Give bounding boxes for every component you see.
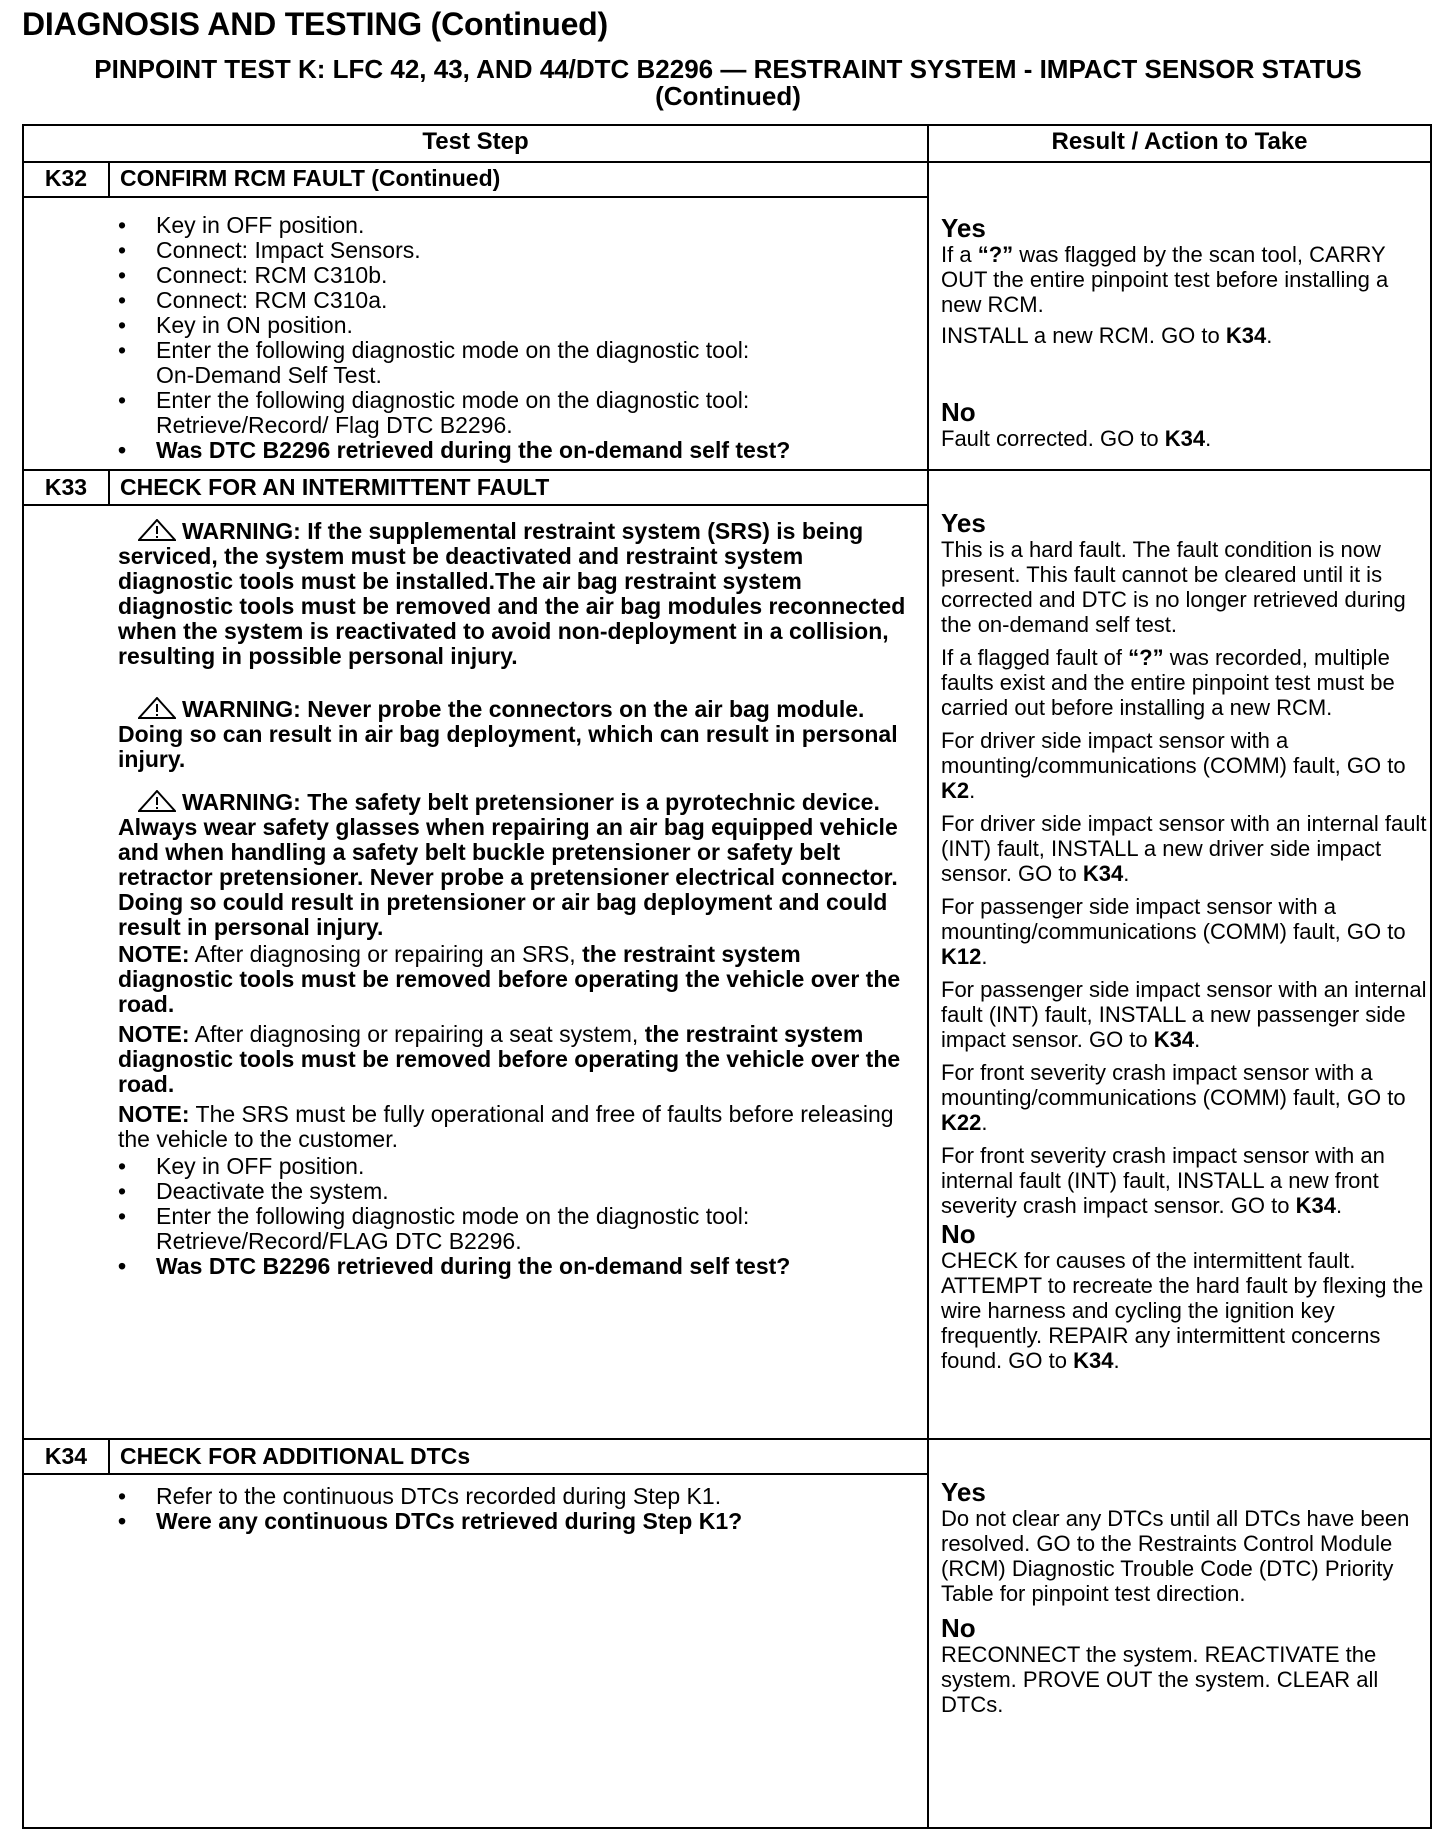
yes-label: Yes	[941, 508, 986, 538]
warning-srs-service: WARNING: If the supplemental restraint system (SRS) is being serviced, the system must be deactivated and restraint system diagnostic tools must be installed.The air bag restraint system diagnostic tools must be removed and the air bag modules reconnected when the system is reactivated to avoid non-deployment in a collision, resulting in possible personal injury.	[118, 518, 906, 669]
k32-yes-text: If a “?” was flagged by the scan tool, CARRY OUT the entire pinpoint test before installing a new RCM.	[941, 242, 1389, 317]
k32-yes-action: INSTALL a new RCM. GO to K34.	[941, 323, 1273, 348]
note-srs: NOTE: After diagnosing or repairing an SRS, the restraint system diagnostic tools must be removed before operating the vehicle over the road.	[118, 941, 901, 1017]
k32-k33-divider	[24, 469, 1430, 471]
column-divider	[927, 126, 929, 1827]
k34-title-divider	[24, 1473, 927, 1475]
list-item: • Connect: RCM C310b.	[118, 263, 918, 288]
section-title: DIAGNOSIS AND TESTING (Continued)	[22, 6, 608, 42]
go-to-k34-link[interactable]: K34	[1225, 323, 1267, 348]
k32-result-yes	[941, 214, 1426, 356]
no-label: No	[941, 1219, 976, 1249]
step-id-k32: K32	[44, 165, 88, 191]
id-divider-k34	[108, 1439, 110, 1474]
k32-result-no	[941, 398, 1426, 451]
go-to-k34-link[interactable]: K34	[1082, 861, 1124, 886]
k34-question: • Were any continuous DTCs retrieved during Step K1?	[118, 1509, 918, 1534]
k33-procedure	[118, 519, 908, 1279]
k33-step-list	[118, 1154, 908, 1279]
list-item: • Enter the following diagnostic mode on the diagnostic tool: Retrieve/Record/ Flag DTC B2296.	[118, 388, 918, 438]
warning-probe-connectors: WARNING: Never probe the connectors on the air bag module. Doing so can result in air bag deployment, which can result in personal injury.	[118, 696, 898, 772]
test-title-line1: PINPOINT TEST K: LFC 42, 43, AND 44/DTC B2296 — RESTRAINT SYSTEM - IMPACT SENSOR STATUS	[94, 54, 1362, 84]
go-to-k34-link[interactable]: K34	[1295, 1193, 1336, 1218]
k33-yes-front-comm: For front severity crash impact sensor with a mounting/communications (COMM) fault, GO to K22.	[941, 1060, 1406, 1135]
test-title-line2: (Continued)	[655, 81, 801, 111]
k33-yes-driver-comm: For driver side impact sensor with a mounting/communications (COMM) fault, GO to K2.	[941, 728, 1406, 803]
step-id-k34: K34	[44, 1443, 88, 1469]
k34-procedure	[118, 1484, 918, 1534]
column-header-result: Result / Action to Take	[1051, 128, 1308, 155]
k32-question: • Was DTC B2296 retrieved during the on-demand self test?	[118, 438, 918, 463]
yes-label: Yes	[941, 1477, 986, 1507]
go-to-k34-link[interactable]: K34	[1153, 1027, 1195, 1052]
note-srs-operational: NOTE: The SRS must be fully operational and free of faults before releasing the vehicle to the customer.	[118, 1101, 894, 1152]
k33-yes-hard-fault: This is a hard fault. The fault condition is now present. This fault cannot be cleared until it is corrected and DTC is no longer retrieved during the on-demand self test.	[941, 537, 1406, 637]
warning-triangle-icon	[138, 697, 176, 719]
step-id-k33: K33	[44, 474, 88, 500]
k33-yes-driver-int: For driver side impact sensor with an internal fault (INT) fault, INSTALL a new driver side impact sensor. GO to K34.	[941, 811, 1427, 886]
k33-question: • Was DTC B2296 retrieved during the on-demand self test?	[118, 1254, 908, 1279]
k33-title-divider	[24, 504, 927, 506]
header-row-divider	[24, 161, 1430, 163]
k33-yes-passenger-comm: For passenger side impact sensor with a mounting/communications (COMM) fault, GO to K12.	[941, 894, 1406, 969]
step-title-k34: CHECK FOR ADDITIONAL DTCs	[120, 1443, 471, 1469]
pinpoint-test-title	[0, 56, 1456, 110]
list-item: • Enter the following diagnostic mode on the diagnostic tool: Retrieve/Record/FLAG DTC B2296.	[118, 1204, 908, 1254]
k34-no-text: RECONNECT the system. REACTIVATE the system. PROVE OUT the system. CLEAR all DTCs.	[941, 1642, 1379, 1717]
warning-triangle-icon	[138, 519, 176, 541]
k34-yes-text: Do not clear any DTCs until all DTCs have been resolved. GO to the Restraints Control Module (RCM) Diagnostic Trouble Code (DTC) Priority Table for pinpoint test direction.	[941, 1506, 1410, 1606]
list-item: • Key in OFF position.	[118, 1154, 908, 1179]
k33-yes-front-int: For front severity crash impact sensor with an internal fault (INT) fault, INSTALL a new front severity crash impact sensor. GO to K34.	[941, 1143, 1385, 1218]
no-label: No	[941, 1613, 976, 1643]
go-to-k2-link[interactable]: K2	[941, 778, 970, 803]
id-divider-k33	[108, 470, 110, 505]
warning-pretensioner: WARNING: The safety belt pretensioner is a pyrotechnic device. Always wear safety glasses when repairing an air bag equipped vehicle and when handling a safety belt buckle pretensioner or safety belt retractor pretensioner. Never probe a pretensioner electrical connector. Doing so could result in pretensioner or air bag deployment and could result in personal injury.	[118, 789, 898, 940]
id-divider-k32	[108, 162, 110, 198]
go-to-k22-link[interactable]: K22	[941, 1110, 982, 1135]
k32-title-divider	[24, 196, 927, 198]
pinpoint-test-table	[22, 124, 1432, 1829]
yes-label: Yes	[941, 213, 986, 243]
k33-k34-divider	[24, 1438, 1430, 1440]
k33-yes-flagged-fault: If a flagged fault of “?” was recorded, multiple faults exist and the entire pinpoint test must be carried out before installing a new RCM.	[941, 645, 1395, 720]
go-to-k34-link[interactable]: K34	[1164, 426, 1206, 451]
list-item: • Enter the following diagnostic mode on the diagnostic tool: On-Demand Self Test.	[118, 338, 918, 388]
k34-result	[941, 1478, 1429, 1717]
column-header-test-step: Test Step	[422, 128, 529, 155]
k33-result-yes	[941, 509, 1429, 1373]
go-to-k34-link[interactable]: K34	[1073, 1348, 1114, 1373]
list-item: • Connect: RCM C310a.	[118, 288, 918, 313]
k33-no-text: CHECK for causes of the intermittent fault. ATTEMPT to recreate the hard fault by flexing the wire harness and cycling the ignition key frequently. REPAIR any intermittent concerns found. GO to K34.	[941, 1248, 1424, 1373]
note-seat-system: NOTE: After diagnosing or repairing a seat system, the restraint system diagnostic tools must be removed before operating the vehicle over the road.	[118, 1021, 901, 1097]
list-item: • Deactivate the system.	[118, 1179, 908, 1204]
list-item: • Connect: Impact Sensors.	[118, 238, 918, 263]
k32-no-text: Fault corrected. GO to K34.	[941, 426, 1212, 451]
k32-step-list	[118, 213, 918, 463]
no-label: No	[941, 397, 976, 427]
k34-step-list	[118, 1484, 918, 1534]
k32-procedure	[118, 213, 918, 463]
step-title-k33: CHECK FOR AN INTERMITTENT FAULT	[120, 474, 550, 500]
list-item: • Key in ON position.	[118, 313, 918, 338]
list-item: • Refer to the continuous DTCs recorded during Step K1.	[118, 1484, 918, 1509]
step-title-k32: CONFIRM RCM FAULT (Continued)	[120, 165, 501, 191]
list-item: • Key in OFF position.	[118, 213, 918, 238]
warning-triangle-icon	[138, 790, 176, 812]
go-to-k12-link[interactable]: K12	[941, 944, 982, 969]
k33-yes-passenger-int: For passenger side impact sensor with an internal fault (INT) fault, INSTALL a new passenger side impact sensor. GO to K34.	[941, 977, 1427, 1052]
